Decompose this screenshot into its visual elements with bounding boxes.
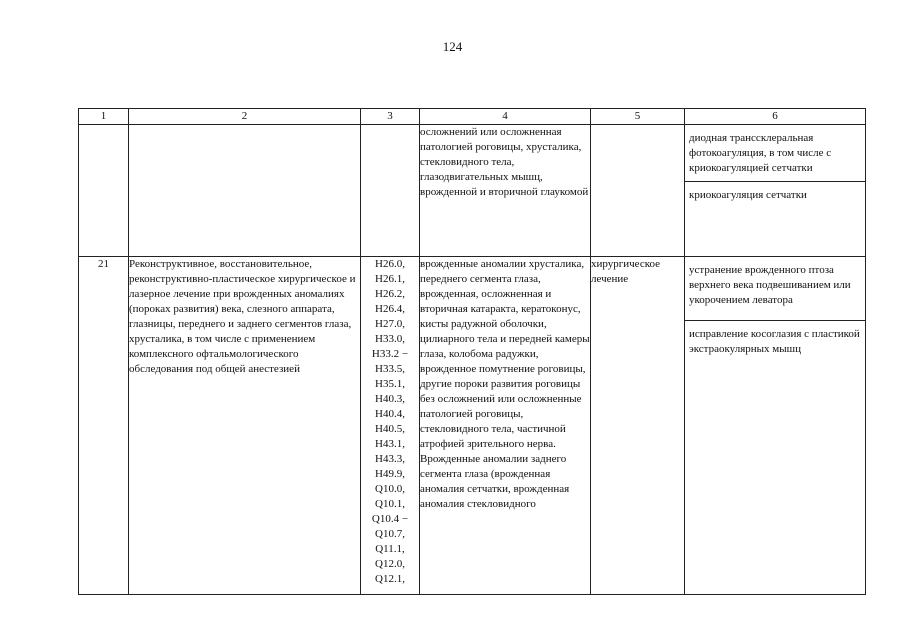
- treatment-method: криокоагуляция сетчатки: [689, 189, 807, 201]
- patient-model: врожденные аномалии хрусталика, переднего сегмента глаза, врожденная, осложненная и вторичная катаракта, кератоконус, кисты радужной оболочки, цилиарного тела и передней камеры глаза, колобома радужки, врожденное помутнение роговицы, другие пороки развития роговицы без осложнений или осложненные патологией роговицы, стекловидного тела, частичной атрофией зрительного нерва. Врожденные аномалии заднего сегмента глаза (врожденная аномалия сетчатки, врожденная аномалия стекловидного: [420, 257, 591, 595]
- treatment-methods: [685, 125, 866, 257]
- diagnosis-code: H49.9,: [375, 468, 405, 480]
- treatment-method: диодная транссклеральная фотокоагуляция, в том числе с криокоагуляцией сетчатки: [685, 125, 865, 182]
- diagnosis-code: Q11.1,: [375, 543, 405, 555]
- diagnosis-code: H40.4,: [375, 408, 405, 420]
- treatment-type: хирургическое лечение: [591, 257, 685, 595]
- diagnosis-code: Q10.7,: [375, 528, 405, 540]
- care-type-name: [129, 125, 361, 257]
- diagnosis-code: Q12.0,: [375, 558, 405, 570]
- row-number: 21: [79, 257, 129, 595]
- table-header-row: [79, 109, 866, 125]
- table-row: [79, 125, 866, 257]
- care-type-name: Реконструктивное, восстановительное, реконструктивно-пластическое хирургическое и лазерное лечение при врожденных аномалиях (пороках развития) века, слезного аппарата, глазницы, переднего и заднего сегментов глаза, хрусталика, в том числе с применением комплексного офтальмологического обследования под общей анестезией: [129, 257, 361, 595]
- diagnosis-code: H43.3,: [375, 453, 405, 465]
- page-number: 124: [442, 39, 463, 54]
- diagnosis-code: H33.5,: [375, 363, 405, 375]
- row-number: [79, 125, 129, 257]
- diagnosis-code: H26.0,: [375, 258, 405, 270]
- diagnosis-code: H43.1,: [375, 438, 405, 450]
- diagnosis-code: H35.1,: [375, 378, 405, 390]
- column-header: 5: [591, 109, 685, 125]
- diagnosis-code: Q10.1,: [375, 498, 405, 510]
- diagnosis-code: H33.0,: [375, 333, 405, 345]
- column-header: 3: [361, 109, 420, 125]
- diagnosis-code: H26.1,: [375, 273, 405, 285]
- diagnosis-codes: [361, 125, 420, 257]
- treatment-method: устранение врожденного птоза верхнего века подвешиванием или укорочением леватора: [685, 257, 865, 321]
- column-header: 4: [420, 109, 591, 125]
- column-header: 6: [685, 109, 866, 125]
- patient-model: осложнений или осложненная патологией роговицы, хрусталика, стекловидного тела, глазодвигательных мышц, врожденной и вторичной глаукомой: [420, 125, 591, 257]
- table-row: [79, 257, 866, 595]
- treatment-type: [591, 125, 685, 257]
- diagnosis-code: H26.2,: [375, 288, 405, 300]
- diagnosis-code: Q10.0,: [375, 483, 405, 495]
- diagnosis-code: H26.4,: [375, 303, 405, 315]
- column-header: 1: [79, 109, 129, 125]
- diagnosis-code: H27.0,: [375, 318, 405, 330]
- diagnosis-codes: [361, 257, 420, 595]
- treatment-methods: [685, 257, 866, 595]
- diagnosis-code: Q10.4 −: [371, 513, 409, 525]
- diagnosis-code: H33.2 −: [371, 348, 409, 360]
- column-header: 2: [129, 109, 361, 125]
- diagnosis-code: H40.5,: [375, 423, 405, 435]
- treatment-method: исправление косоглазия с пластикой экстраокулярных мышц: [689, 328, 860, 355]
- medical-care-table: [78, 108, 866, 595]
- diagnosis-code: Q12.1,: [375, 573, 405, 585]
- diagnosis-code: H40.3,: [375, 393, 405, 405]
